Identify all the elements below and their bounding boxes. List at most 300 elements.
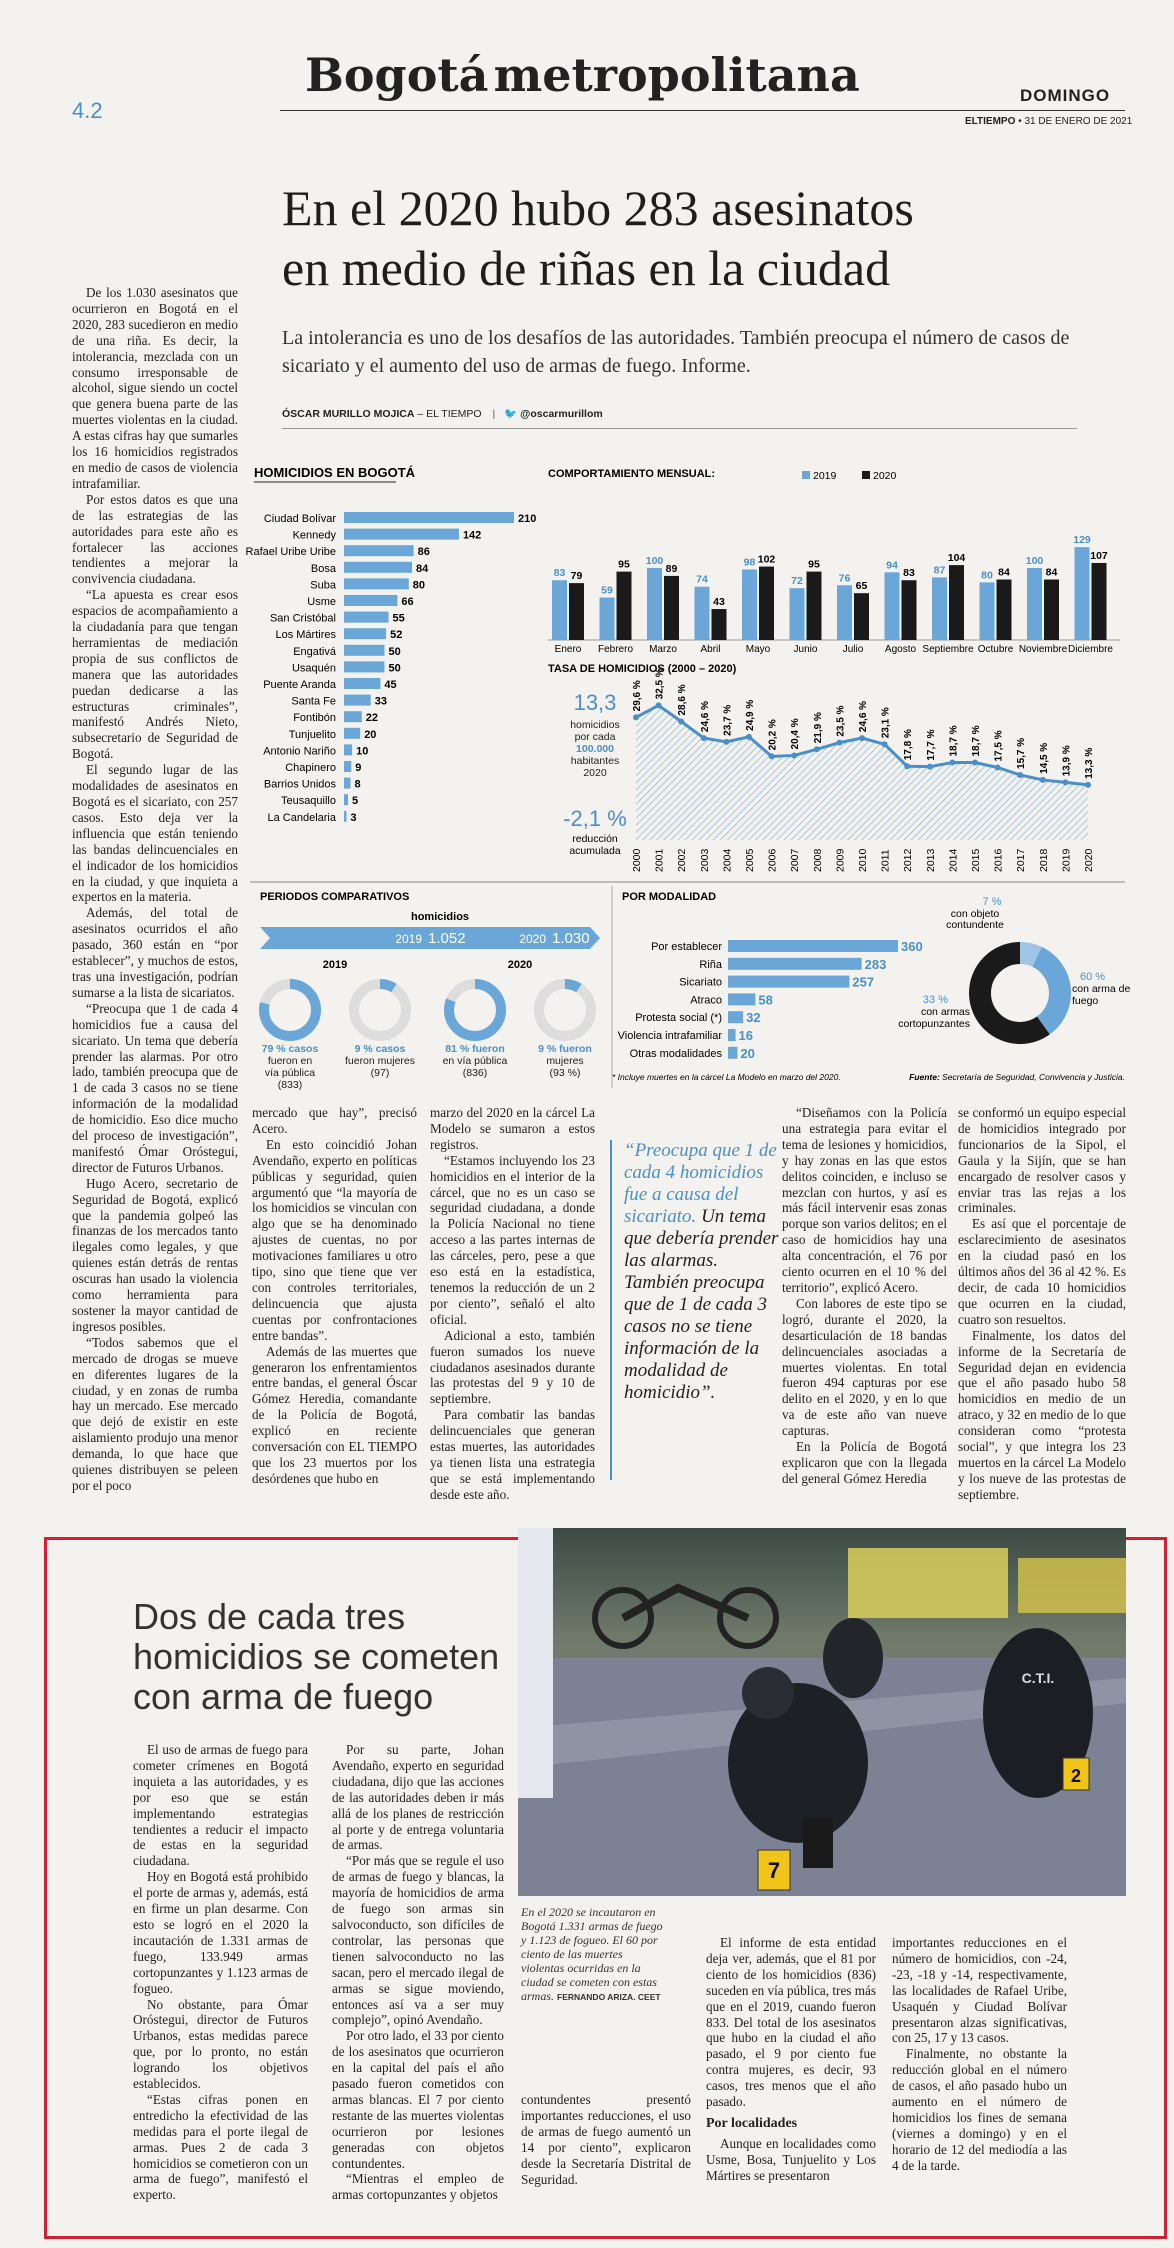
rate-year-6: 2006 xyxy=(766,848,779,872)
modality-value-4: 32 xyxy=(746,1010,761,1026)
dateline-date: 31 DE ENERO DE 2021 xyxy=(1024,116,1133,127)
side-col4-after-subhead: Aunque en localidades como Usme, Bosa, Tunjuelito y Los Mártires se presentaron xyxy=(706,2135,876,2183)
weapon-label-a-1: con objeto xyxy=(950,908,1000,920)
legend-label-2019: 2019 xyxy=(813,470,837,482)
side-column-1 xyxy=(133,1742,308,2203)
article-column-3 xyxy=(430,1105,595,1525)
bar-label-5: Usme xyxy=(307,596,336,608)
rate-point-20 xyxy=(1085,782,1091,788)
byline-author: ÓSCAR MURILLO MOJICA xyxy=(282,408,415,420)
deck: La intolerancia es uno de los desafíos de las autoridades. También preocupa el número de casos de sicariato y el aumento del uso de armas de fuego. Informe. xyxy=(282,327,1070,377)
bar-8 xyxy=(344,645,384,656)
bar-0 xyxy=(344,512,514,523)
rate-label-20: 13,3 % xyxy=(1084,747,1095,779)
month-value-2019-9: 80 xyxy=(981,569,993,582)
period-2019-value: 1.052 xyxy=(428,930,466,947)
month-value-2020-10: 84 xyxy=(1045,566,1058,579)
source-label: Fuente: xyxy=(909,1072,943,1082)
rate-year-11: 2011 xyxy=(879,849,892,872)
bar-6 xyxy=(344,612,389,623)
bar-value-17: 5 xyxy=(352,795,359,808)
month-bar-2020-10 xyxy=(1044,580,1059,640)
modality-value-0: 360 xyxy=(901,939,923,954)
rate-year-0: 2000 xyxy=(631,848,643,872)
byline-rule xyxy=(282,428,1077,429)
month-bar-2020-6 xyxy=(854,593,869,640)
donut-2-caption-1: en vía pública xyxy=(442,1055,508,1067)
pull-quote-rest: Un tema que debería prender las alarmas. También preocupa que de 1 de cada 3 casos no se tiene información de la modalidad de homicidio”. xyxy=(624,1206,779,1403)
paragraph: Con labores de este tipo se logró, durante el 2020, la desarticulación de 18 bandas delincuenciales asociadas a muertes violentas. En total fueron 494 capturas por ese delito en el 2020, y en lo que va de este año van nueve capturas. xyxy=(782,1295,947,1439)
month-bar-2020-3 xyxy=(712,609,727,640)
rate-point-15 xyxy=(972,760,978,766)
paragraph: “La apuesta es crear esos espacios de acompañamiento a la ciudadanía para que tengan herramientas de mediación propia de sus conflictos de manera que las autoridades puedan dedicarse a las estructuras criminales”, manifestó Andrés Nieto, subsecretario de Seguridad de Bogotá. xyxy=(72,587,238,762)
periods-subtitle: homicidios xyxy=(410,911,470,923)
modality-note: * Incluye muertes en la cárcel La Modelo en marzo del 2020. xyxy=(612,1072,841,1082)
section-name-metropolitana: metropolitana xyxy=(493,48,860,102)
paragraph: “Diseñamos con la Policía una estrategia para evitar el tema de lesiones y homicidios, y hay zonas en las que estos delitos coinciden, e incluso se mezclan con hurtos, y así es más fácil intervenir esas zonas porque son varios delitos; en el caso de homicidios hay una alta concentración, el 76 por ciento ocurren en el 10 % del territorio”, explicó Acero. xyxy=(782,1105,947,1295)
reduction-value: -2,1 % xyxy=(563,806,627,831)
month-bar-2020-7 xyxy=(902,580,917,640)
evidence-marker-7: 7 xyxy=(767,1858,781,1883)
rate-point-6 xyxy=(769,753,775,759)
reduction-caption-1: reducción xyxy=(572,833,618,845)
rate-label-5: 24,9 % xyxy=(745,699,756,731)
paragraph: Es así que el porcentaje de esclarecimiento de asesinatos en la ciudad pasó en los últimos años del 36 al 42 %. Es decir, de cada 10 homicidios que ocurren en la ciudad, cuatro son resueltos. xyxy=(958,1216,1126,1327)
headline xyxy=(282,178,914,298)
bar-5 xyxy=(344,595,397,606)
month-bar-2019-4 xyxy=(742,569,757,640)
donut-0-caption-1: fueron en xyxy=(267,1055,313,1067)
rate-year-20: 2020 xyxy=(1083,848,1095,872)
bar-value-9: 50 xyxy=(388,662,401,675)
bar-label-1: Kennedy xyxy=(292,529,336,542)
month-label-10: Noviembre xyxy=(1018,644,1068,655)
rate-point-0 xyxy=(633,714,639,720)
modality-bar-4 xyxy=(728,1011,743,1023)
rate-label-9: 23,5 % xyxy=(835,705,847,737)
bar-value-8: 50 xyxy=(388,645,401,658)
paragraph: contundentes presentó importantes reducciones, el uso de armas de fuego aumentó un 14 por ciento”, explicaron desde la Secretaría Distrital de Seguridad. xyxy=(521,2092,691,2187)
month-bar-2020-4 xyxy=(759,567,774,640)
month-bar-2019-0 xyxy=(552,580,567,640)
month-label-1: Febrero xyxy=(597,644,634,655)
modality-label-0: Por establecer xyxy=(651,941,722,953)
paragraph: Finalmente, los datos del informe de la Secretaría de Seguridad dejan en evidencia que el año pasado hubo 58 homicidios en medio de un atraco, y 32 en medio de lo que consideran como “protesta social”, y que integra los 23 muertos en la cárcel La Modelo y los nueve de las protestas de septiembre. xyxy=(958,1327,1126,1502)
bar-label-11: Santa Fe xyxy=(291,695,336,708)
paragraph: El segundo lugar de las modalidades de asesinatos en Bogotá es el sicariato, con 257 casos. Esto deja ver la influencia que están teniendo las bandas delincuenciales en el indicador de los homicidios en la ciudad, y que inquieta a expertos en la materia. xyxy=(72,762,238,905)
month-value-2020-5: 95 xyxy=(808,558,820,571)
legend-label-2020: 2020 xyxy=(873,470,897,482)
bar-2 xyxy=(344,545,414,556)
rate-label-19: 13,9 % xyxy=(1061,745,1073,777)
rate-caption-3: habitantes xyxy=(570,755,620,767)
twitter-icon: 🐦 xyxy=(504,408,518,420)
weapon-pct-c: 60 % xyxy=(1080,971,1106,983)
month-label-0: Enero xyxy=(554,644,582,655)
bar-value-4: 80 xyxy=(412,579,426,592)
paragraph: Además de las muertes que generaron los enfrentamientos entre bandas, el general Óscar Gómez Heredia, comandante de la Policía de Bogotá, explicó en reciente conversación con EL TIEMPO que los 23 muertos por los desórdenes que hubo en xyxy=(252,1343,417,1486)
photo-caption xyxy=(521,1905,666,2004)
month-value-2019-2: 100 xyxy=(645,555,664,567)
period-2020-value: 1.030 xyxy=(552,930,590,947)
bar-label-7: Los Mártires xyxy=(275,629,336,642)
month-value-2019-1: 59 xyxy=(601,584,613,597)
rate-label-10: 24,6 % xyxy=(858,700,869,733)
month-bar-2019-1 xyxy=(600,598,615,640)
weapon-pct-b: 33 % xyxy=(922,994,948,1006)
bar-7 xyxy=(344,628,386,639)
side-column-5 xyxy=(892,1935,1067,2195)
paragraph: Por estos datos es que una de las estrategias de las autoridades para este año es fortalecer las acciones tendientes a mejorar la convivencia ciudadana. xyxy=(72,491,238,587)
rate-point-12 xyxy=(904,763,910,769)
bar-17 xyxy=(344,794,348,805)
donut-3-caption-1: mujeres xyxy=(546,1055,584,1067)
donut-1-track xyxy=(354,984,406,1036)
rate-label-16: 17,5 % xyxy=(993,730,1005,762)
modality-value-1: 283 xyxy=(864,956,887,972)
rate-year-19: 2019 xyxy=(1060,848,1073,872)
rate-year-14: 2014 xyxy=(947,848,960,872)
bar-label-3: Bosa xyxy=(310,562,336,575)
bar-label-8: Engativá xyxy=(293,645,336,658)
rate-label-15: 18,7 % xyxy=(971,725,982,757)
paragraph: Por su parte, Johan Avendaño, experto en seguridad ciudadana, dijo que las acciones de las autoridades deben ir más allá de los planes de restricción al porte y de entrega voluntaria de armas. xyxy=(332,1742,504,1853)
bar-value-15: 9 xyxy=(355,762,362,774)
month-bar-2019-5 xyxy=(790,588,805,640)
rate-point-7 xyxy=(791,752,797,758)
month-value-2019-7: 94 xyxy=(886,559,898,572)
rate-caption-4: 2020 xyxy=(583,767,607,779)
period-2019-label: 2019 xyxy=(395,932,422,946)
jacket-text: C.T.I. xyxy=(1021,1670,1055,1686)
page-number: 4.2 xyxy=(72,98,103,123)
month-bar-2019-3 xyxy=(695,587,710,640)
rate-chart-title: TASA DE HOMICIDIOS (2000 – 2020) xyxy=(548,663,737,675)
rate-year-16: 2016 xyxy=(992,848,1005,872)
donut-3-caption-2: (93 %) xyxy=(549,1067,581,1079)
rate-point-5 xyxy=(746,734,752,740)
paragraph: Hugo Acero, secretario de Seguridad de Bogotá, explicó que la pandemia golpeó las finanzas de los mercados tanto ilegales como legales, y que quienes están detrás de rentas oscuras han usado la violencia como herramienta para sostener la mayor cantidad de ingresos posibles. xyxy=(72,1175,238,1334)
rate-caption-0: homicidios xyxy=(570,719,620,731)
paragraph: Adicional a esto, también fueron sumados los nueve ciudadanos asesinados durante las protestas del 9 y 10 de septiembre. xyxy=(430,1327,595,1407)
modality-bar-0 xyxy=(728,940,898,952)
paragraph: “Estas cifras ponen en entredicho la efectividad de las medidas para el porte ilegal de armas. Pues 2 de cada 3 homicidios se cometieron con un arma de fuego”, manifestó el experto. xyxy=(133,2091,308,2203)
rate-year-9: 2009 xyxy=(834,848,847,872)
bar-label-14: Antonio Nariño xyxy=(263,745,336,758)
weapon-label-a-2: contundente xyxy=(946,919,1004,931)
month-value-2020-1: 95 xyxy=(618,558,630,571)
paragraph: “Estamos incluyendo los 23 homicidios en el interior de la cárcel, que no es un caso se seguridad ciudadana, a donde la Policía Nacional no tiene acceso a las partes internas de las cárceles, pero, pese a que eso está en la estadística, tenemos la reducción de un 2 por ciento”, señaló el alto oficial. xyxy=(430,1152,595,1327)
rate-label-18: 14,5 % xyxy=(1038,742,1050,774)
byline: ÓSCAR MURILLO MOJICA – EL TIEMPO | 🐦 @oscarmurillom xyxy=(282,408,603,420)
rate-year-2: 2002 xyxy=(676,848,689,872)
rate-point-18 xyxy=(1040,777,1046,783)
month-bar-2019-6 xyxy=(837,585,852,640)
month-label-7: Agosto xyxy=(884,644,917,655)
month-bar-2019-7 xyxy=(885,572,900,640)
rate-label-8: 21,9 % xyxy=(812,712,824,744)
article-column-6 xyxy=(958,1105,1126,1525)
article-column-2 xyxy=(252,1105,417,1525)
paragraph: “Preocupa que 1 de cada 4 homicidios fue a causa del sicariato. Un tema que debería prender las alarmas. Por otro lado, también preocupa que de 1 de cada 3 casos no se tiene información de la modalidad de homicidio. Eso dice mucho del proceso de investigación”, manifestó Ómar Oróstegui, director de Futuros Urbanos. xyxy=(72,1000,238,1175)
section-name-bogota: Bogotá xyxy=(305,48,489,102)
paragraph: “Por más que se regule el uso de armas de fuego y blancas, la mayoría de homicidios de arma de fuego son armas sin salvoconducto, son difíciles de controlar, las personas que tienen salvoconducto no las sacan, pero el mercado ilegal de armas se sigue moviendo, entonces así va a ser muy complejo”, opinó Avendaño. xyxy=(332,1853,504,2028)
month-value-2020-7: 83 xyxy=(903,567,915,580)
side-column-4 xyxy=(706,1935,876,2195)
rate-label-14: 18,7 % xyxy=(948,725,960,757)
modality-value-5: 16 xyxy=(738,1028,754,1043)
rate-point-2 xyxy=(678,719,684,725)
rate-point-16 xyxy=(995,765,1001,771)
donut-2-caption-0: 81 % fueron xyxy=(445,1043,505,1055)
month-label-9: Octubre xyxy=(977,644,1014,655)
month-label-5: Junio xyxy=(793,644,818,655)
dateline: ELTIEMPO • 31 DE ENERO DE 2021 xyxy=(965,116,1133,127)
bar-label-18: La Candelaria xyxy=(267,811,336,824)
bar-11 xyxy=(344,695,371,706)
paragraph: “Mientras el empleo de armas cortopunzantes y objetos xyxy=(332,2171,504,2203)
rate-point-10 xyxy=(859,735,865,741)
bar-label-0: Ciudad Bolívar xyxy=(263,513,336,525)
donuts-2020-label: 2020 xyxy=(507,959,533,971)
bar-value-14: 10 xyxy=(356,745,369,758)
byline-paper: – EL TIEMPO xyxy=(417,408,482,420)
paragraph: El uso de armas de fuego para cometer crímenes en Bogotá inquieta a las autoridades, y es por eso que se están implementando estrategias tendientes a reducir el impacto de estas en la seguridad ciudadana. xyxy=(133,1742,308,1869)
headline-line-2: en medio de riñas en la ciudad xyxy=(282,240,891,296)
month-value-2019-3: 74 xyxy=(696,573,708,586)
rate-year-15: 2015 xyxy=(970,848,982,872)
paragraph: En la Policía de Bogotá explicaron que con la llegada del general Gómez Heredia xyxy=(782,1439,947,1486)
side-column-2 xyxy=(332,1742,504,2203)
rate-year-4: 2004 xyxy=(721,848,734,872)
month-bar-2019-2 xyxy=(647,568,662,640)
infographic-svg xyxy=(245,440,1131,1091)
month-value-2020-3: 43 xyxy=(713,596,725,609)
rate-year-13: 2013 xyxy=(924,848,937,872)
rate-caption-2: 100.000 xyxy=(576,743,614,755)
bar-10 xyxy=(344,678,380,689)
bar-label-17: Teusaquillo xyxy=(280,795,336,808)
modality-bar-1 xyxy=(728,958,862,970)
donut-2-caption-2: (836) xyxy=(462,1067,488,1079)
rate-year-5: 2005 xyxy=(744,848,756,872)
bar-value-3: 84 xyxy=(416,562,429,575)
source-text: Secretaría de Seguridad, Convivencia y Justicia. xyxy=(942,1072,1125,1082)
donut-0-caption-3: (833) xyxy=(277,1079,303,1091)
rate-label-13: 17,7 % xyxy=(925,729,937,761)
weapon-label-b-2: cortopunzantes xyxy=(898,1018,970,1030)
bar-12 xyxy=(344,711,362,722)
month-value-2019-8: 87 xyxy=(933,564,946,577)
donuts-2019-label: 2019 xyxy=(322,959,348,971)
modality-title: POR MODALIDAD xyxy=(622,891,717,903)
paragraph: importantes reducciones en el número de homicidios, con -24, -23, -18 y -14, respectivamente, las localidades de Rafael Uribe, Usaquén y Ciudad Bolívar presentaron alzas significativas, con 25, 17 y 13 casos. xyxy=(892,1935,1067,2046)
bar-16 xyxy=(344,778,350,789)
rate-label-4: 23,7 % xyxy=(722,704,734,736)
rate-year-8: 2008 xyxy=(811,848,824,872)
side-column-3 xyxy=(521,2092,691,2192)
source-line xyxy=(909,1072,1125,1082)
bar-label-16: Barrios Unidos xyxy=(263,778,336,791)
bar-label-10: Puente Aranda xyxy=(263,679,336,691)
bar-value-12: 22 xyxy=(365,712,379,725)
paragraph: Para combatir las bandas delincuenciales que generan estas muertes, las autoridades ya tienen lista una estrategia que se está implementando desde este año. xyxy=(430,1407,595,1502)
modality-bar-6 xyxy=(728,1047,737,1059)
donut-0-caption-0: 79 % casos xyxy=(261,1043,319,1055)
photo-illustration xyxy=(518,1528,1126,1896)
rate-value: 13,3 xyxy=(573,690,617,715)
modality-value-3: 58 xyxy=(758,992,773,1008)
reduction-caption-2: acumulada xyxy=(569,845,621,857)
rate-year-18: 2018 xyxy=(1037,848,1050,872)
month-value-2019-6: 76 xyxy=(838,572,851,585)
modality-label-1: Riña xyxy=(699,958,722,971)
rate-point-13 xyxy=(927,764,933,770)
weapon-label-b-1: con armas xyxy=(920,1006,970,1018)
bar-label-15: Chapinero xyxy=(285,762,336,774)
crime-scene-photo xyxy=(518,1528,1126,1896)
month-bar-2020-9 xyxy=(997,580,1012,640)
month-value-2020-6: 65 xyxy=(855,580,868,593)
bar-value-0: 210 xyxy=(518,513,537,525)
modality-bar-3 xyxy=(728,993,755,1005)
headline-line-1: En el 2020 hubo 283 asesinatos xyxy=(282,180,914,236)
bar-label-6: San Cristóbal xyxy=(269,612,336,625)
month-value-2020-0: 79 xyxy=(570,570,583,583)
month-label-8: Septiembre xyxy=(922,644,974,655)
modality-value-2: 257 xyxy=(852,974,875,990)
modality-label-5: Violencia intrafamiliar xyxy=(617,1030,722,1042)
month-label-4: Mayo xyxy=(745,644,771,655)
rate-year-17: 2017 xyxy=(1015,848,1028,872)
modality-label-2: Sicariato xyxy=(679,976,722,989)
month-value-2019-0: 83 xyxy=(553,567,566,580)
legend-swatch-2020 xyxy=(862,471,870,479)
bar-value-1: 142 xyxy=(462,529,482,542)
bar-13 xyxy=(344,728,360,739)
month-label-3: Abril xyxy=(700,644,721,655)
modality-bar-5 xyxy=(728,1029,736,1041)
photo-caption-text: En el 2020 se incautaron en Bogotá 1.331 armas de fuego y 1.123 de fogueo. El 60 por ciento de las muertes violentas ocurridas en la ciudad se cometen con estas armas. xyxy=(521,1905,663,2003)
pull-quote-highlight: “Preocupa que 1 de cada 4 homicidios fue a causa del sicariato. xyxy=(624,1140,777,1227)
month-value-2019-11: 129 xyxy=(1073,534,1091,547)
day-label: DOMINGO xyxy=(1020,86,1111,105)
donut-1-caption-0: 9 % casos xyxy=(354,1043,406,1055)
month-label-2: Marzo xyxy=(649,644,677,655)
bar-1 xyxy=(344,529,459,540)
rate-label-17: 15,7 % xyxy=(1016,737,1028,769)
rate-point-17 xyxy=(1017,772,1023,778)
month-bar-2019-8 xyxy=(932,577,947,640)
paragraph: No obstante, para Ómar Oróstegui, director de Futuros Urbanos, estas medidas parece que, por lo pronto, no están logrando los objetivos establecidos. xyxy=(133,1996,308,2092)
bar-value-7: 52 xyxy=(390,629,403,642)
bar-18 xyxy=(344,811,346,822)
rate-point-14 xyxy=(949,760,955,766)
month-bar-2020-8 xyxy=(949,565,964,640)
rate-label-12: 17,8 % xyxy=(903,729,915,761)
paragraph: “Todos sabemos que el mercado de drogas se mueve en diferentes lugares de la ciudad, y en zonas de rumba hay un mercado. Ese mercado que dejó de existir en este aislamiento produjo una menor demanda, lo que hace que quienes distribuyen se peleen por el poco xyxy=(72,1334,238,1493)
paragraph: El informe de esta entidad deja ver, además, que el 81 por ciento de los homicidios (836) suceden en vía pública, tres más que en el 2019, cuando fueron 833. Del total de los asesinatos que hubo en la ciudad el año pasado, el 9 por ciento fue contra mujeres, es decir, 93 casos, tres menos que el año pasado. xyxy=(706,1935,876,2110)
rate-point-8 xyxy=(814,746,820,752)
rate-year-3: 2003 xyxy=(698,848,711,872)
month-label-11: Diciembre xyxy=(1067,644,1114,655)
bar-value-18: 3 xyxy=(350,811,357,824)
photo-credit: FERNANDO ARIZA. CEET xyxy=(557,1992,661,2002)
rate-label-2: 28,6 % xyxy=(677,684,689,716)
bar-value-13: 20 xyxy=(364,728,377,741)
bar-chart-title: HOMICIDIOS EN BOGOTÁ xyxy=(254,465,416,480)
bar-value-16: 8 xyxy=(354,778,361,791)
month-bar-2020-1 xyxy=(617,572,632,640)
rate-label-7: 20,4 % xyxy=(790,718,802,750)
infographic xyxy=(245,440,1131,1091)
modality-value-6: 20 xyxy=(740,1045,755,1061)
month-value-2020-8: 104 xyxy=(947,552,966,565)
modality-bar-2 xyxy=(728,976,849,988)
donut-0-caption-2: vía pública xyxy=(264,1067,316,1079)
paragraph: mercado que hay”, precisó Acero. xyxy=(252,1105,417,1136)
month-bar-2020-0 xyxy=(569,583,584,640)
month-bar-2020-11 xyxy=(1092,563,1107,640)
modality-label-3: Atraco xyxy=(690,994,722,1007)
rate-year-1: 2001 xyxy=(653,848,666,872)
donut-3-caption-0: 9 % fueron xyxy=(538,1043,592,1055)
rate-point-9 xyxy=(836,740,842,746)
donut-3-track xyxy=(539,984,591,1036)
bar-label-12: Fontibón xyxy=(293,712,336,725)
month-value-2019-4: 98 xyxy=(743,556,756,569)
month-bar-2019-10 xyxy=(1027,568,1042,640)
periods-title: PERIODOS COMPARATIVOS xyxy=(260,891,410,903)
subhead-por-localidades: Por localidades xyxy=(706,2115,798,2131)
bar-value-2: 86 xyxy=(417,546,430,559)
bar-4 xyxy=(344,578,409,589)
rate-label-6: 20,2 % xyxy=(767,719,779,751)
monthly-chart-title: COMPORTAMIENTO MENSUAL: xyxy=(548,468,716,480)
rate-point-11 xyxy=(882,741,888,747)
month-value-2020-2: 89 xyxy=(665,562,678,575)
dateline-paper: ELTIEMPO xyxy=(965,116,1016,127)
month-bar-2020-5 xyxy=(807,572,822,640)
bar-label-9: Usaquén xyxy=(291,662,336,675)
rate-year-7: 2007 xyxy=(789,848,802,872)
rate-label-3: 24,6 % xyxy=(699,700,711,733)
evidence-marker-2: 2 xyxy=(1070,1766,1082,1786)
side-headline: Dos de cada tres homicidios se cometen con arma de fuego xyxy=(133,1596,500,1717)
donut-1-caption-1: fueron mujeres xyxy=(344,1055,416,1067)
bar-label-2: Rafael Uribe Uribe xyxy=(245,546,336,559)
pull-quote xyxy=(610,1140,784,1480)
paragraph: De los 1.030 asesinatos que ocurrieron en Bogotá en el 2020, 283 sucedieron en medio de una riña. Es decir, la intolerancia, mezclada con un consumo irresponsable de alcohol, sigue siendo un coctel que genera buena parte de las muertes violentas en la ciudad. A estas cifras hay que sumarles los 16 homicidios registrados en medio de casos de violencia intrafamiliar. xyxy=(72,285,238,491)
period-2020-label: 2020 xyxy=(519,932,546,946)
rate-point-4 xyxy=(723,739,729,745)
month-value-2020-11: 107 xyxy=(1090,549,1108,562)
bar-15 xyxy=(344,761,351,772)
bar-value-6: 55 xyxy=(392,612,405,625)
paragraph: marzo del 2020 en la cárcel La Modelo se sumaron a estos registros. xyxy=(430,1105,595,1152)
rate-point-3 xyxy=(701,735,707,741)
month-value-2019-5: 72 xyxy=(791,575,803,588)
modality-label-4: Protesta social (*) xyxy=(635,1012,722,1025)
header-rule xyxy=(280,110,1125,111)
paragraph: Hoy en Bogotá está prohibido el porte de armas y, además, está en firme un plan desarme. Con esto se logró en el 2020 la incautación de 1.331 armas de fuego, 133.949 armas cortopunzantes y 1.123 armas de fogueo. xyxy=(133,1869,308,1996)
bar-9 xyxy=(344,661,384,672)
bar-14 xyxy=(344,744,352,755)
bar-label-4: Suba xyxy=(310,579,336,592)
paragraph: Finalmente, no obstante la reducción global en el número de casos, el año pasado hubo un aumento en el número de homicidios los fines de semana (viernes a domingo) y en el horario de 12 del mediodía a las 4 de la tarde. xyxy=(892,2046,1067,2173)
paragraph: se conformó un equipo especial de homicidios integrado por funcionarios de la Sipol, el Gaula y la Sijín, que se han encargado de resolver casos y enviar tras las rejas a los criminales. xyxy=(958,1105,1126,1216)
bar-value-5: 66 xyxy=(401,596,414,608)
